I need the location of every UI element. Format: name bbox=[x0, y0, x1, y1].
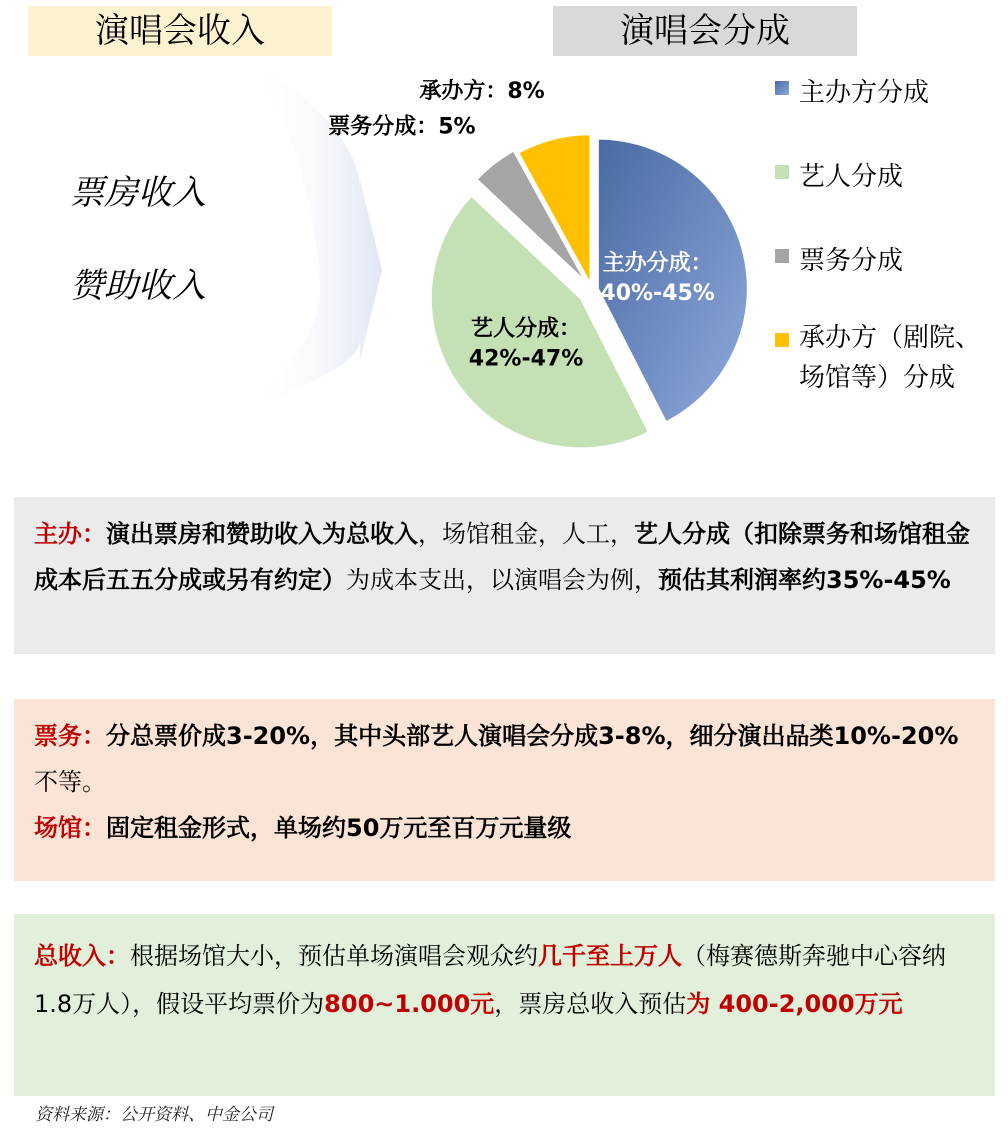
ticketing-text: 3-20% bbox=[226, 722, 311, 750]
source-box-office: 票房收入 bbox=[70, 173, 206, 213]
legend-item-organizer bbox=[775, 72, 1005, 109]
venue-text: 固定租金形式，单场约 bbox=[106, 814, 346, 842]
organizer-text: 为成本支出，以演唱会为例， bbox=[346, 566, 658, 594]
ticketing-text: 3-8% bbox=[598, 722, 666, 750]
organizer-info-box bbox=[14, 497, 995, 654]
ticketing-text: 10%-20% bbox=[833, 722, 959, 750]
total-highlight: 几千至上万人 bbox=[538, 942, 682, 970]
legend-item-artist bbox=[775, 156, 1005, 193]
ticketing-venue-box bbox=[14, 699, 995, 881]
revenue-split-pie bbox=[300, 70, 770, 450]
ticketing-text: 分总票价成 bbox=[106, 722, 226, 750]
ticketing-text: ，其中头部艺人演唱会分成 bbox=[310, 722, 599, 750]
total-income-box bbox=[14, 914, 995, 1096]
venue-text: 50 bbox=[346, 814, 380, 842]
legend-label: 票务分成 bbox=[799, 246, 904, 276]
organizer-label: 主办： bbox=[34, 520, 106, 548]
legend-swatch bbox=[775, 333, 789, 347]
slice-label-line2: 42%-47% bbox=[468, 346, 584, 372]
legend-item-venue bbox=[775, 324, 1005, 398]
legend-swatch bbox=[775, 249, 789, 263]
legend-item-ticketing bbox=[775, 240, 1005, 277]
total-text: （梅赛德斯奔驰中心容纳1.8万人），假设平均票价为 bbox=[34, 942, 946, 1018]
chart-legend bbox=[775, 72, 1005, 398]
slice-label-line1: 艺人分成： bbox=[471, 316, 582, 342]
total-label: 总收入： bbox=[34, 942, 130, 970]
venue-label: 场馆： bbox=[34, 814, 106, 842]
legend-label-cont: 场馆等）分成 bbox=[799, 363, 956, 393]
ticketing-label: 票务： bbox=[34, 722, 106, 750]
organizer-text: 艺人分成（扣除票务和场馆租金成本后五五分成或另有约定） bbox=[34, 520, 970, 594]
legend-swatch bbox=[775, 165, 789, 179]
venue-text: 万元至百万元量级 bbox=[379, 814, 572, 842]
slice-label-outside: 承办方：8% bbox=[419, 79, 545, 105]
income-header: 演唱会收入 bbox=[28, 6, 332, 56]
ticketing-text: 不等。 bbox=[34, 768, 106, 796]
legend-label: 主办方分成 bbox=[799, 78, 930, 108]
revenue-split-header: 演唱会分成 bbox=[553, 6, 857, 56]
slice-label-outside: 票务分成：5% bbox=[328, 114, 476, 140]
organizer-text: ，场馆租金，人工， bbox=[418, 520, 634, 548]
total-highlight: 800~1.000元 bbox=[324, 990, 495, 1018]
slice-label-line1: 主办分成： bbox=[602, 251, 713, 277]
organizer-text: 演出票房和赞助收入为总收入 bbox=[106, 520, 418, 548]
legend-label: 艺人分成 bbox=[799, 162, 904, 192]
slice-label-line2: 40%-45% bbox=[600, 281, 715, 307]
legend-label: 承办方（剧院、 bbox=[799, 323, 982, 353]
legend-swatch bbox=[775, 81, 789, 95]
total-highlight: 为 400-2,000万元 bbox=[686, 990, 903, 1018]
source-footnote: 资料来源：公开资料、中金公司 bbox=[35, 1105, 273, 1125]
ticketing-text: ，细分演出品类 bbox=[665, 722, 834, 750]
total-text: ，票房总收入预估 bbox=[494, 990, 687, 1018]
source-sponsorship: 赞助收入 bbox=[70, 266, 206, 306]
organizer-text: 预估其利润率约35%-45% bbox=[658, 566, 951, 594]
total-text: 根据场馆大小，预估单场演唱会观众约 bbox=[130, 942, 538, 970]
